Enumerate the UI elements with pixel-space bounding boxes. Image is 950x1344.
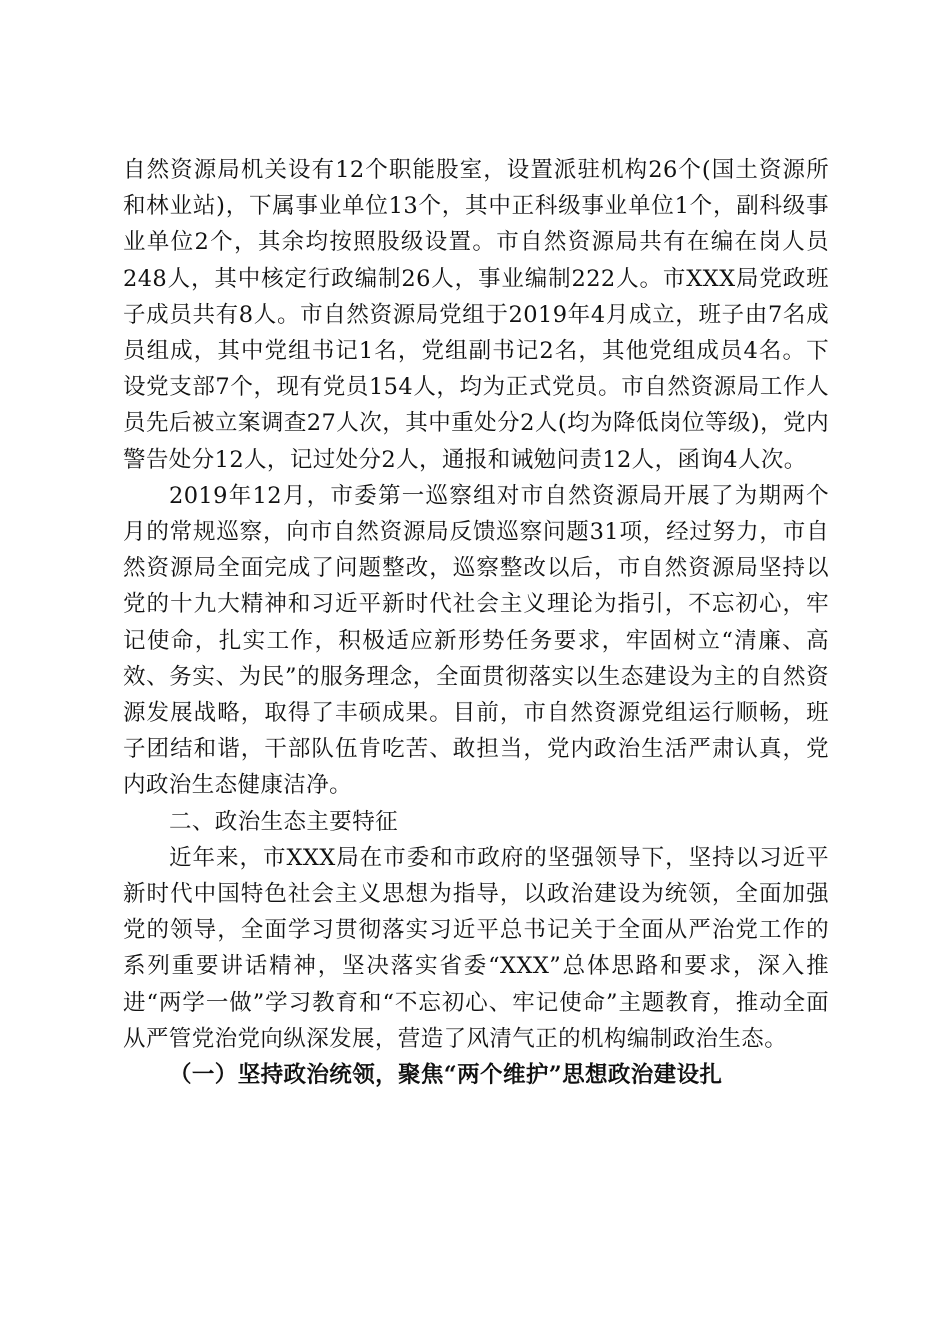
paragraph-inspection: 2019年12月，市委第一巡察组对市自然资源局开展了为期两个月的常规巡察，向市自然资源局反馈巡察问题31项，经过努力，市自然资源局全面完成了问题整改，巡察整改以后，市自然资源局坚持以党的十九大精神和习近平新时代社会主义理论为指引，不忘初心，牢记使命，扎实工作，积极适应新形势任务要求，牢固树立“清廉、高效、务实、为民”的服务理念，全面贯彻落实以生态建设为主的自然资源发展战略，取得了丰硕成果。目前，市自然资源党组运行顺畅，班子团结和谐，干部队伍肯吃苦、敢担当，党内政治生活严肃认真，党内政治生态健康洁净。 bbox=[123, 482, 829, 799]
document-body bbox=[123, 152, 829, 1093]
subsection-heading: （一）坚持政治统领，聚焦“两个维护”思想政治建设扎 bbox=[169, 1062, 723, 1089]
paragraph-overview: 自然资源局机关设有12个职能股室，设置派驻机构26个(国土资源所和林业站)，下属事业单位13个，其中正科级事业单位1个，副科级事业单位2个，其余均按照股级设置。市自然资源局共有在编在岗人员248人，其中核定行政编制26人，事业编制222人。市XXX局党政班子成员共有8人。市自然资源局党组于2019年4月成立，班子由7名成员组成，其中党组书记1名，党组副书记2名，其他党组成员4名。下设党支部7个，现有党员154人，均为正式党员。市自然资源局工作人员先后被立案调查27人次，其中重处分2人(均为降低岗位等级)，党内警告处分12人，记过处分2人，通报和诫勉问责12人，函询4人次。 bbox=[123, 157, 829, 473]
paragraph-features: 近年来，市XXX局在市委和市政府的坚强领导下，坚持以习近平新时代中国特色社会主义思想为指导，以政治建设为统领，全面加强党的领导，全面学习贯彻落实习近平总书记关于全面从严治党工作的系列重要讲话精神，坚决落实省委“XXX”总体思路和要求，深入推进“两学一做”学习教育和“不忘初心、牢记使命”主题教育，推动全面从严管党治党向纵深发展，营造了风清气正的机构编制政治生态。 bbox=[123, 844, 829, 1052]
section-heading: 二、政治生态主要特征 bbox=[169, 808, 399, 835]
